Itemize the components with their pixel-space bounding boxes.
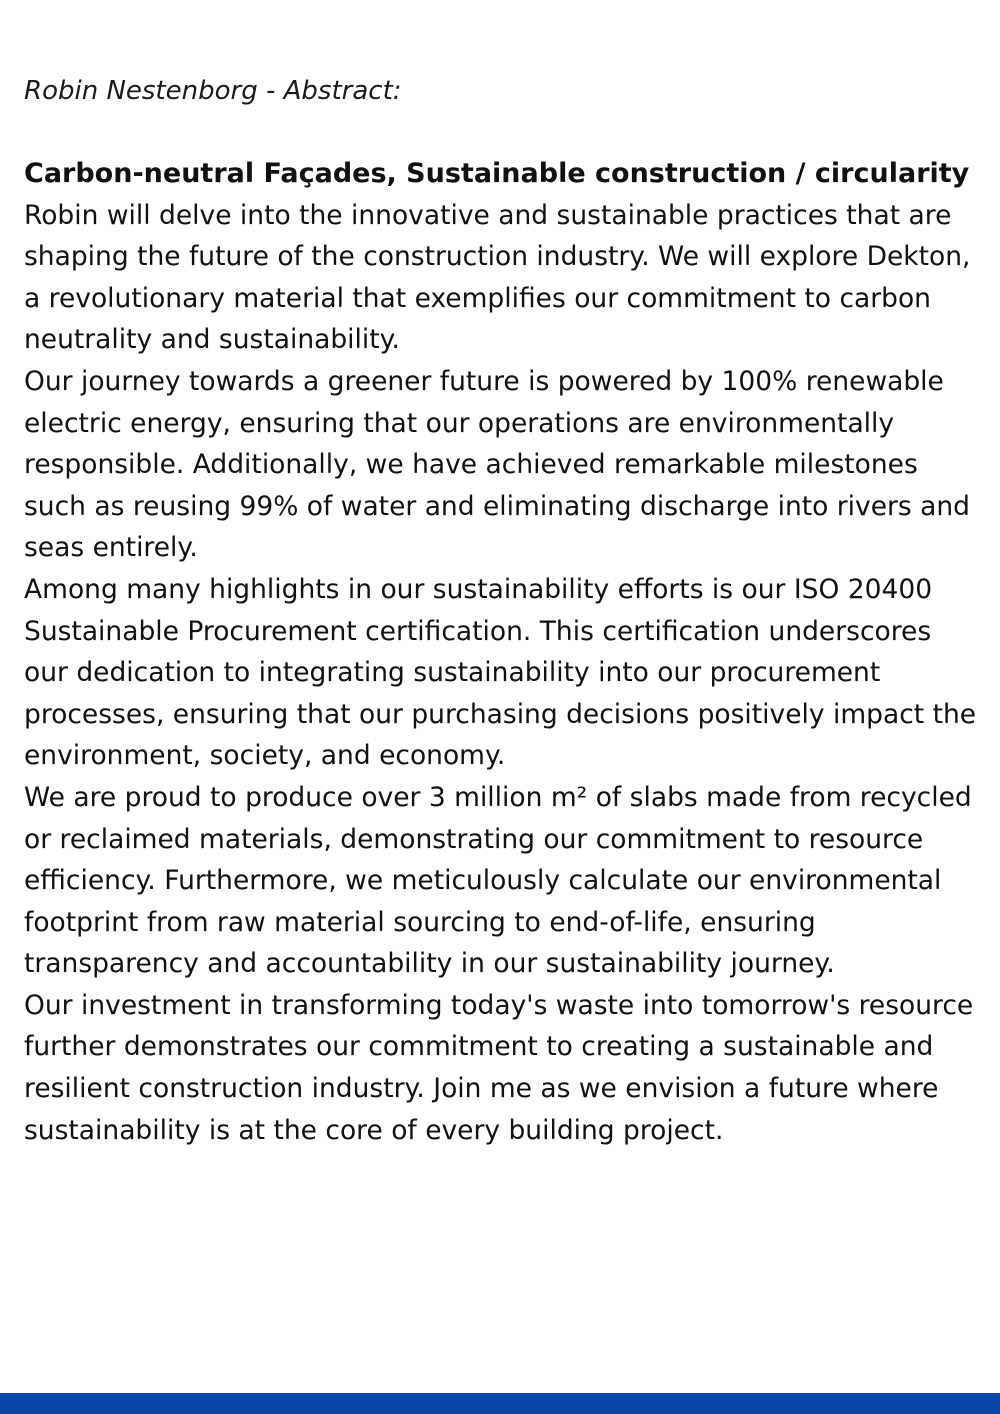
paragraph-3: Among many highlights in our sustainability efforts is our ISO 20400 Sustainable Procurement certification. This certification underscores our dedication to integrating sustainability into our procurement processes, ensuring that our purchasing decisions positively impact the environment, society, and economy. (24, 573, 977, 772)
spacer (24, 112, 979, 153)
footer-bar (0, 1393, 1000, 1414)
talk-title: Carbon-neutral Façades, Sustainable construction / circularity (24, 158, 970, 189)
author-line: Robin Nestenborg - Abstract: (24, 76, 402, 106)
abstract-document (24, 70, 979, 1151)
paragraph-1: Robin will delve into the innovative and sustainable practices that are shaping the future of the construction industry. We will explore Dekton, a revolutionary material that exemplifies our commitment to carbon neutrality and sustainability. (24, 199, 971, 356)
paragraph-4: We are proud to produce over 3 million m² of slabs made from recycled or reclaimed materials, demonstrating our commitment to resource efficiency. Furthermore, we meticulously calculate our environmental footprint from raw material sourcing to end-of-life, ensuring transparency and accountability in our sustainability journey. (24, 781, 972, 980)
paragraph-2: Our journey towards a greener future is powered by 100% renewable electric energy, ensuring that our operations are environmentally responsible. Additionally, we have achieved remarkable milestones such as reusing 99% of water and eliminating discharge into rivers and seas entirely. (24, 365, 970, 564)
paragraph-5: Our investment in transforming today's waste into tomorrow's resource further demonstrates our commitment to creating a sustainable and resilient construction industry. Join me as we envision a future where sustainability is at the core of every building project. (24, 989, 974, 1146)
